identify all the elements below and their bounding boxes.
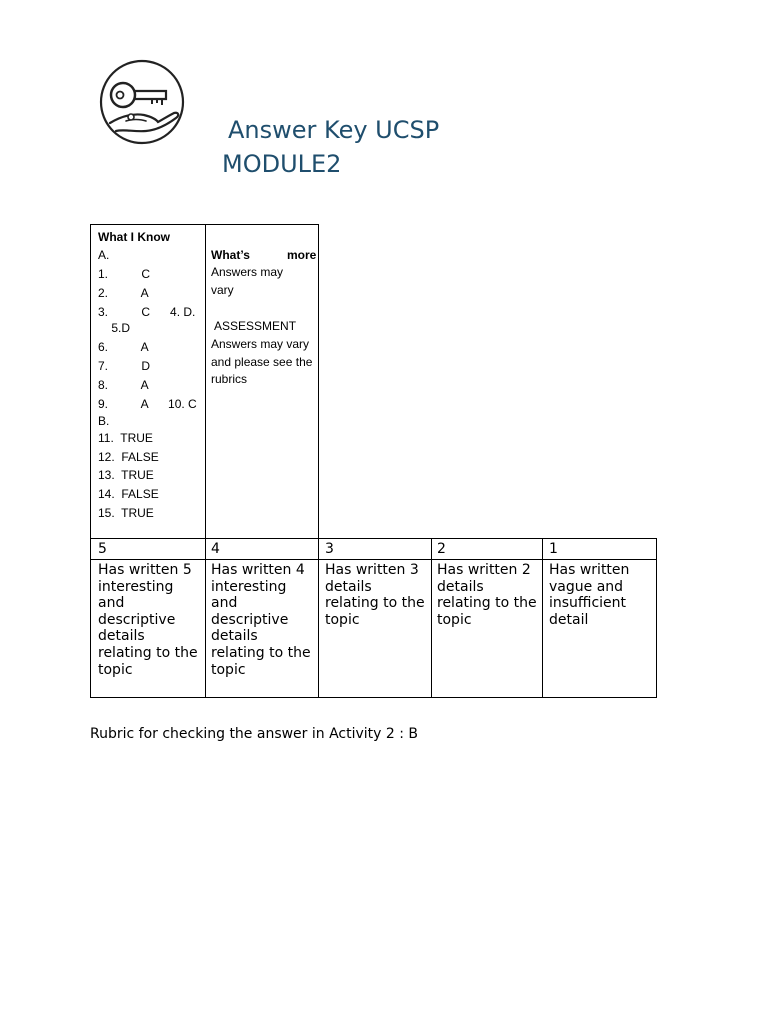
answer-line: A. <box>98 248 110 262</box>
whats-more-heading-left: What’s <box>211 248 250 262</box>
answer-line: 2. A <box>98 286 149 300</box>
table-border <box>205 224 206 698</box>
answer-line: 15. TRUE <box>98 506 154 520</box>
table-border <box>431 538 432 698</box>
rubric-description: Has written 3 details relating to the topic <box>325 562 425 628</box>
table-border <box>90 224 91 698</box>
rubric-score: 5 <box>98 541 107 557</box>
what-i-know-heading: What I Know <box>98 230 170 244</box>
table-border <box>90 559 657 560</box>
whats-more-text: Answers may vary <box>211 265 284 297</box>
rubric-score: 3 <box>325 541 334 557</box>
rubric-description: Has written 5 interesting and descriptive details relating to the topic <box>98 562 198 678</box>
key-in-hand-icon <box>96 55 188 149</box>
answer-line: 13. TRUE <box>98 468 154 482</box>
rubric-description: Has written vague and insufficient detail <box>549 562 630 628</box>
rubric-description: Has written 2 details relating to the topic <box>437 562 537 628</box>
answer-line: 12. FALSE <box>98 450 159 464</box>
assessment-text: Answers may vary and please see the rubrics <box>211 337 313 386</box>
rubric-description: Has written 4 interesting and descriptive details relating to the topic <box>211 562 311 678</box>
whats-more-heading-right: more <box>287 248 317 262</box>
answer-line: 14. FALSE <box>98 487 159 501</box>
table-border <box>318 224 319 698</box>
assessment-heading: ASSESSMENT <box>214 319 297 333</box>
answer-line: 9. A 10. C <box>98 397 197 411</box>
rubric-score: 4 <box>211 541 220 557</box>
answer-line: 3. C 4. D. <box>98 305 196 319</box>
rubric-score: 2 <box>437 541 446 557</box>
rubric-score: 1 <box>549 541 558 557</box>
answer-line: 1. C <box>98 267 151 281</box>
page-title-line1: Answer Key UCSP <box>228 116 440 144</box>
answer-line: 7. D <box>98 359 151 373</box>
table-border <box>656 538 657 698</box>
answer-line: 11. TRUE <box>98 431 153 445</box>
table-border <box>90 697 657 698</box>
table-border <box>90 538 657 539</box>
answer-line: 6. A <box>98 340 149 354</box>
page-title-line2: MODULE2 <box>222 150 342 178</box>
rubric-caption: Rubric for checking the answer in Activity 2 : B <box>90 726 419 742</box>
answer-line: 5.D <box>98 321 131 335</box>
answer-line: 8. A <box>98 378 149 392</box>
key-in-hand-logo <box>96 55 188 149</box>
answer-line: B. <box>98 414 110 428</box>
table-border <box>542 538 543 698</box>
